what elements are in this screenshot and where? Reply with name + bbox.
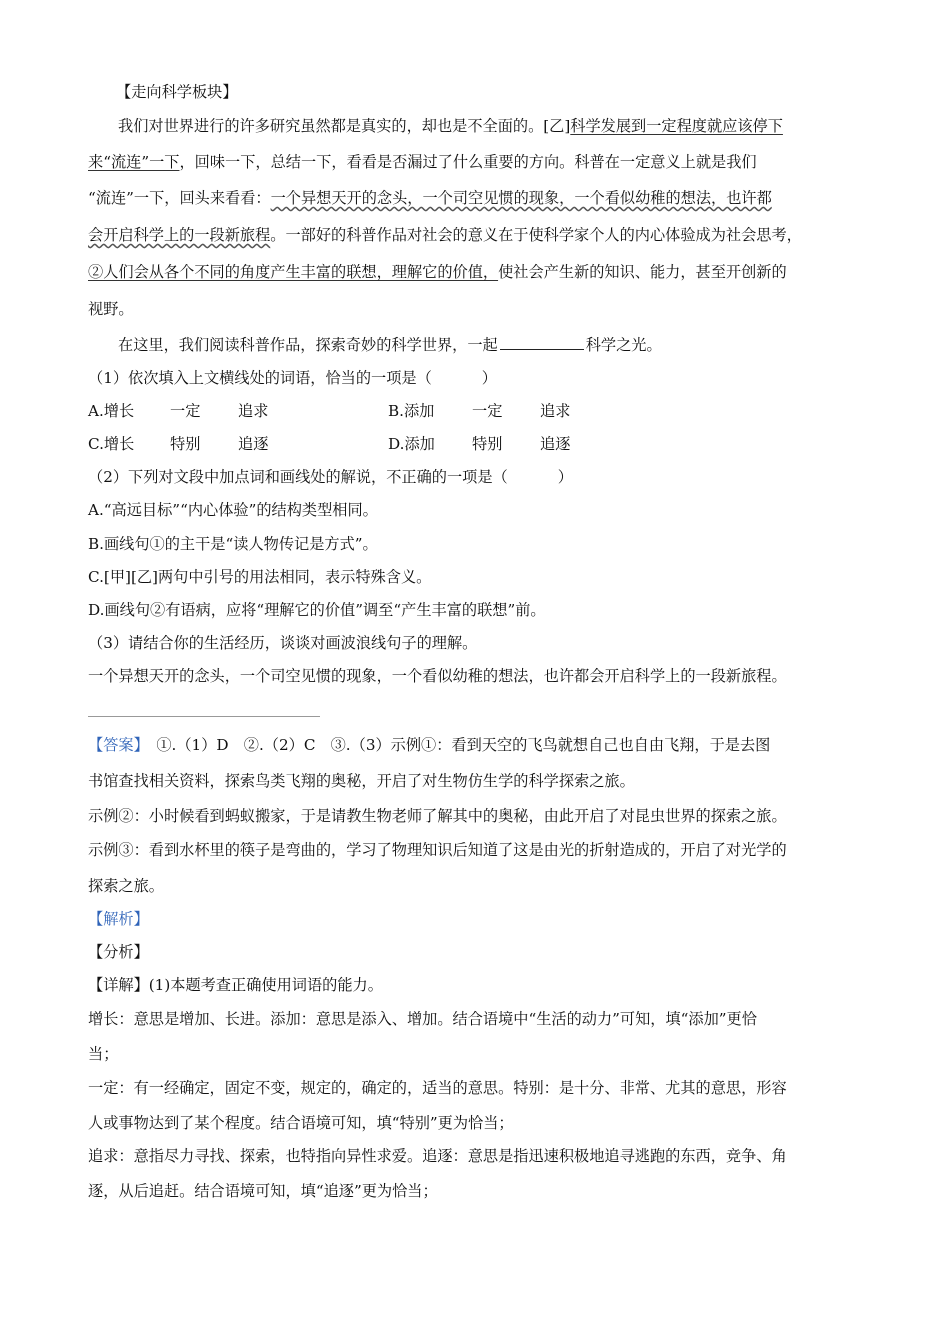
passage-line: 视野。 bbox=[88, 300, 134, 318]
detail-line: 当； bbox=[88, 1045, 119, 1063]
q1-option-c: C.增长 bbox=[88, 435, 135, 453]
q3-stem: （3）请结合你的生活经历，谈谈对画波浪线句子的理解。 bbox=[88, 634, 478, 652]
detail-line: 人或事物达到了某个程度。结合语境可知，填“特别”更为恰当； bbox=[88, 1114, 514, 1132]
analysis-label: 【解析】 bbox=[88, 910, 149, 928]
fill-blank bbox=[500, 337, 584, 350]
answer-line: 示例②：小时候看到蚂蚁搬家，于是请教生物老师了解其中的奥秘，由此开启了对昆虫世界的探索之旅。 bbox=[88, 807, 787, 825]
passage-line: “流连”一下，回头来看看：一个异想天开的念头，一个司空见惯的现象，一个看似幼稚的想法，也许都 bbox=[88, 189, 772, 207]
passage-line: 我们对世界进行的许多研究虽然都是真实的，却也是不全面的。[乙]科学发展到一定程度就应该停下 bbox=[118, 117, 783, 135]
fenxi-label: 【分析】 bbox=[88, 943, 149, 961]
answer-line: 书馆查找相关资料，探索鸟类飞翔的奥秘，开启了对生物仿生学的科学探索之旅。 bbox=[88, 772, 635, 790]
q1-option-d: D.添加 bbox=[388, 435, 435, 453]
q3-quote: 一个异想天开的念头，一个司空见惯的现象，一个看似幼稚的想法，也许都会开启科学上的一段新旅程。 bbox=[88, 667, 787, 685]
detail-line: 一定：有一经确定，固定不变，规定的，确定的，适当的意思。特别：是十分、非常、尤其的意思，形容 bbox=[88, 1079, 787, 1097]
answer-line: 探索之旅。 bbox=[88, 877, 164, 895]
passage-line: 在这里，我们阅读科普作品，探索奇妙的科学世界，一起 科学之光。 bbox=[118, 336, 662, 354]
q2-option-d: D.画线句②有语病，应将“理解它的价值”调至“产生丰富的联想”前。 bbox=[88, 601, 546, 619]
passage-line: 会开启科学上的一段新旅程。一部好的科普作品对社会的意义在于使科学家个人的内心体验成为社会思考， bbox=[88, 226, 802, 244]
q1-stem: （1）依次填入上文横线处的词语，恰当的一项是（ ） bbox=[88, 369, 497, 387]
q2-stem: （2）下列对文段中加点词和画线处的解说，不正确的一项是（ ） bbox=[88, 468, 573, 486]
q2-option-c: C.[甲][乙]两句中引号的用法相同，表示特殊含义。 bbox=[88, 568, 432, 586]
q1-option-b: B.添加 bbox=[388, 402, 435, 420]
detail-line: 【详解】(1)本题考查正确使用词语的能力。 bbox=[88, 976, 383, 994]
detail-line: 逐，从后追赶。结合语境可知，填“追逐”更为恰当； bbox=[88, 1182, 438, 1200]
q1-option-a: A.增长 bbox=[88, 402, 135, 420]
q2-option-b: B.画线句①的主干是“读人物传记是方式”。 bbox=[88, 535, 378, 553]
q1-options-row: C.增长 特别 追逐 D.添加 特别 追逐 bbox=[88, 435, 571, 453]
detail-line: 追求：意指尽力寻找、探索，也特指向异性求爱。追逐：意思是指迅速积极地追寻逃跑的东西，竞争、角 bbox=[88, 1147, 787, 1165]
section-title: 【走向科学板块】 bbox=[116, 83, 238, 101]
divider bbox=[88, 716, 320, 717]
q1-options-row: A.增长 一定 追求 B.添加 一定 追求 bbox=[88, 402, 571, 420]
detail-line: 增长：意思是增加、长进。添加：意思是添入、增加。结合语境中“生活的动力”可知，填“添加”更恰 bbox=[88, 1010, 757, 1028]
answer-line: 【答案】 ①.（1）D ②.（2）C ③.（3）示例①：看到天空的飞鸟就想自己也自由飞翔，于是去图 bbox=[88, 736, 771, 754]
passage-line: ②人们会从各个不同的角度产生丰富的联想，理解它的价值，使社会产生新的知识、能力，甚至开创新的 bbox=[88, 263, 787, 281]
answer-line: 示例③：看到水杯里的筷子是弯曲的，学习了物理知识后知道了这是由光的折射造成的，开启了对光学的 bbox=[88, 841, 787, 859]
answer-label: 【答案】 bbox=[88, 736, 142, 754]
passage-line: 来“流连”一下，回味一下，总结一下，看看是否漏过了什么重要的方向。科普在一定意义上就是我们 bbox=[88, 153, 757, 171]
q2-option-a: A.“高远目标”“内心体验”的结构类型相同。 bbox=[88, 501, 378, 519]
